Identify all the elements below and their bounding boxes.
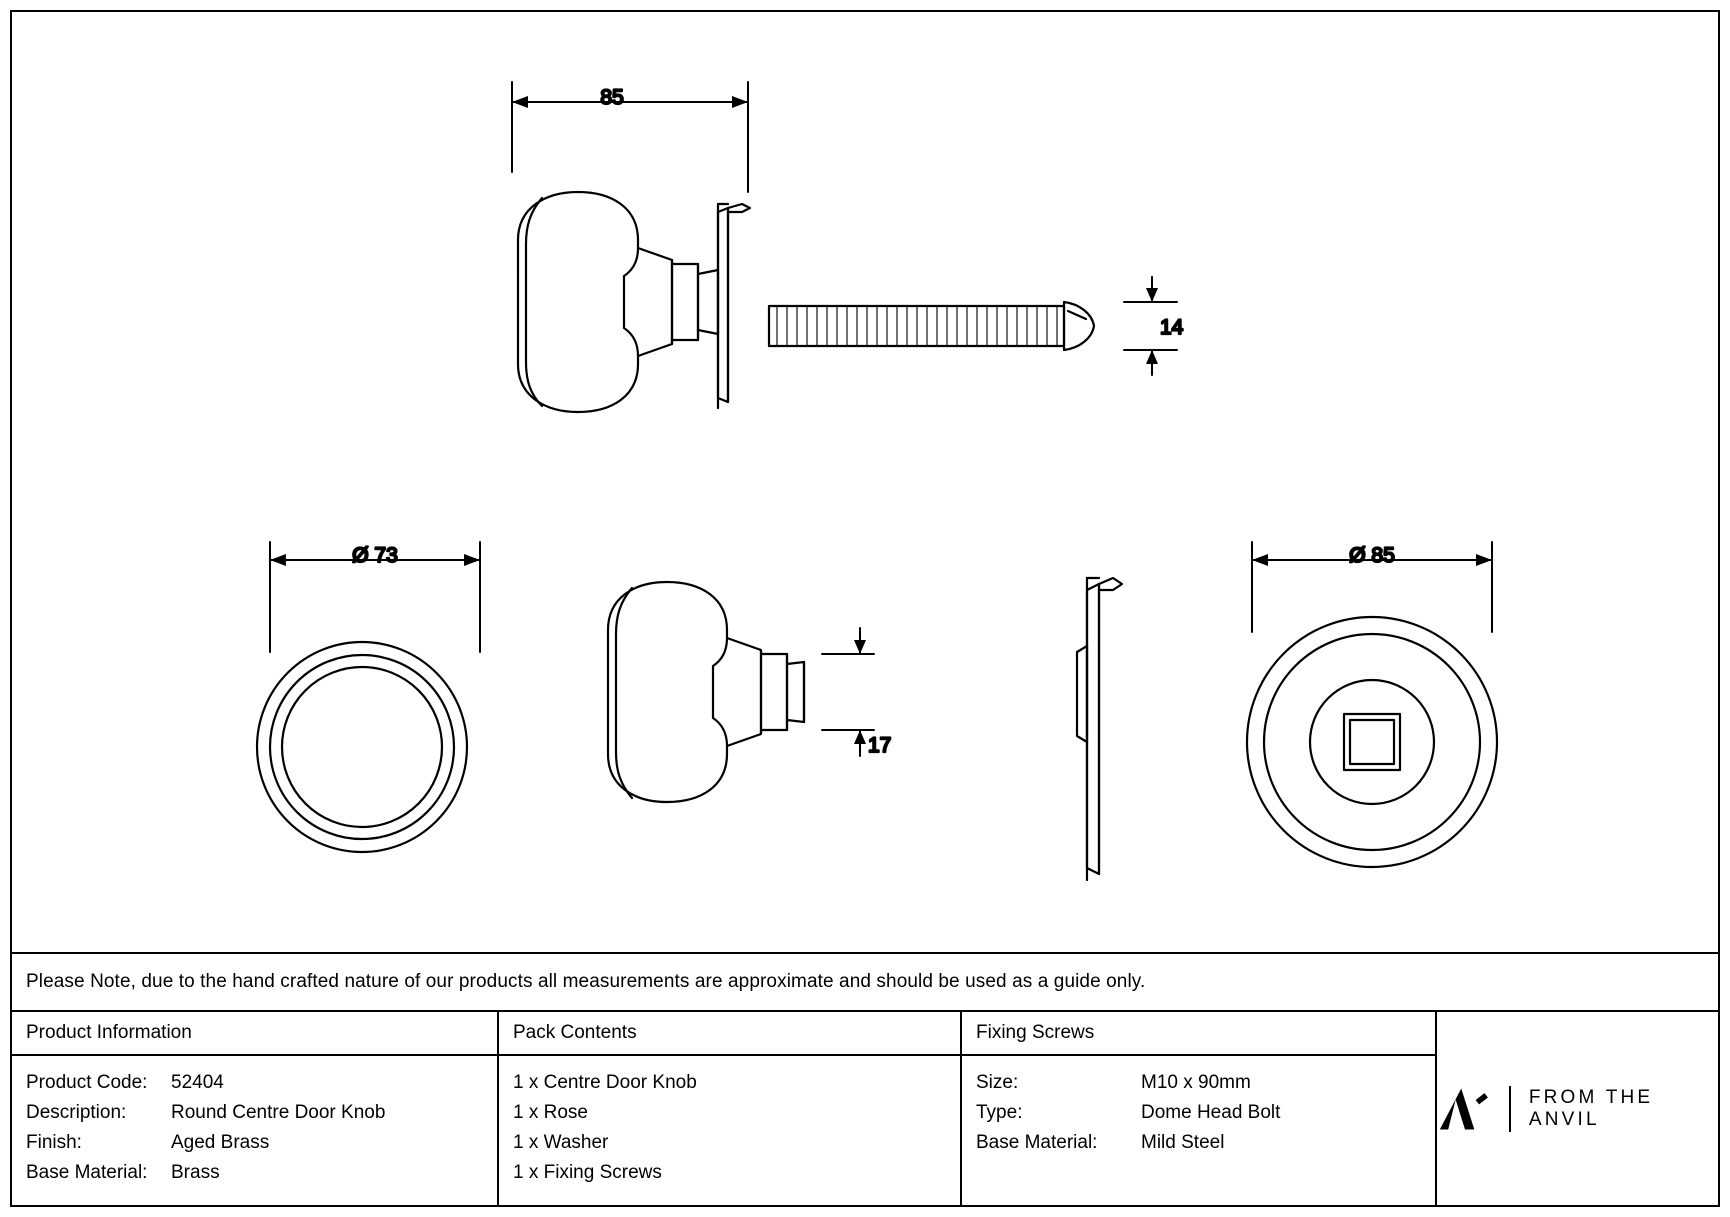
- knob-side-elevation-small: [608, 582, 804, 802]
- product-info-row: [26, 1068, 497, 1098]
- dim-label-14: 14: [1160, 316, 1184, 339]
- screw-size-label: Size:: [976, 1072, 1019, 1093]
- screw-base-material-label: Base Material:: [976, 1132, 1098, 1153]
- fixing-screws-column: [962, 1012, 1437, 1205]
- brand-column: [1437, 1012, 1718, 1205]
- pack-contents-heading: Pack Contents: [499, 1012, 960, 1056]
- logo-divider: [1509, 1086, 1511, 1132]
- pack-contents-column: [499, 1012, 962, 1205]
- dimension-17: [822, 628, 874, 756]
- base-material-value: Brass: [171, 1162, 220, 1183]
- fixing-screw-row: [976, 1128, 1435, 1158]
- drawing-area: [12, 12, 1718, 952]
- fixing-bolt-drawing: [769, 302, 1094, 350]
- note-row: [12, 952, 1718, 1012]
- finish-label: Finish:: [26, 1132, 82, 1153]
- product-info-row: [26, 1158, 497, 1188]
- fixing-screws-heading: Fixing Screws: [962, 1012, 1435, 1056]
- product-info-row: [26, 1128, 497, 1158]
- list-item: 1 x Washer: [513, 1132, 609, 1153]
- dim-label-17: 17: [868, 734, 892, 757]
- knob-front-view: [257, 642, 467, 852]
- screw-size-value: M10 x 90mm: [1141, 1072, 1251, 1093]
- product-drawings-svg: [12, 12, 1718, 952]
- pack-contents-body: [499, 1056, 960, 1188]
- dim-label-dia-73: Ø 73: [352, 544, 398, 567]
- screw-base-material-value: Mild Steel: [1141, 1132, 1225, 1153]
- list-item: 1 x Centre Door Knob: [513, 1072, 697, 1093]
- info-row: [12, 1012, 1718, 1205]
- anvil-a-logo-icon: [1437, 1079, 1493, 1139]
- product-information-column: [12, 1012, 499, 1205]
- knob-side-elevation: [518, 192, 750, 412]
- dimension-85: [512, 82, 748, 192]
- product-information-heading: Product Information: [12, 1012, 497, 1056]
- description-label: Description:: [26, 1102, 127, 1123]
- brand-logo: [1437, 1012, 1718, 1205]
- product-information-body: [12, 1056, 497, 1188]
- brand-name: FROM THE ANVIL: [1528, 1086, 1654, 1130]
- list-item: 1 x Rose: [513, 1102, 588, 1123]
- product-code-value: 52404: [171, 1072, 224, 1093]
- rose-side-elevation: [1077, 578, 1122, 880]
- product-code-label: Product Code:: [26, 1072, 148, 1093]
- fixing-screws-body: [962, 1056, 1435, 1158]
- rose-front-view: [1247, 617, 1497, 867]
- fixing-screw-row: [976, 1068, 1435, 1098]
- note-text: Please Note, due to the hand crafted nature of our products all measurements are approximate and should be used as a guide only.: [26, 971, 1146, 992]
- product-info-row: [26, 1098, 497, 1128]
- base-material-label: Base Material:: [26, 1162, 148, 1183]
- screw-type-value: Dome Head Bolt: [1141, 1102, 1281, 1123]
- dim-label-85: 85: [600, 86, 624, 109]
- description-value: Round Centre Door Knob: [171, 1102, 386, 1123]
- list-item: 1 x Fixing Screws: [513, 1162, 662, 1183]
- screw-type-label: Type:: [976, 1102, 1023, 1123]
- dim-label-dia-85: Ø 85: [1349, 544, 1395, 567]
- finish-value: Aged Brass: [171, 1132, 270, 1153]
- sheet-frame: [10, 10, 1720, 1207]
- fixing-screw-row: [976, 1098, 1435, 1128]
